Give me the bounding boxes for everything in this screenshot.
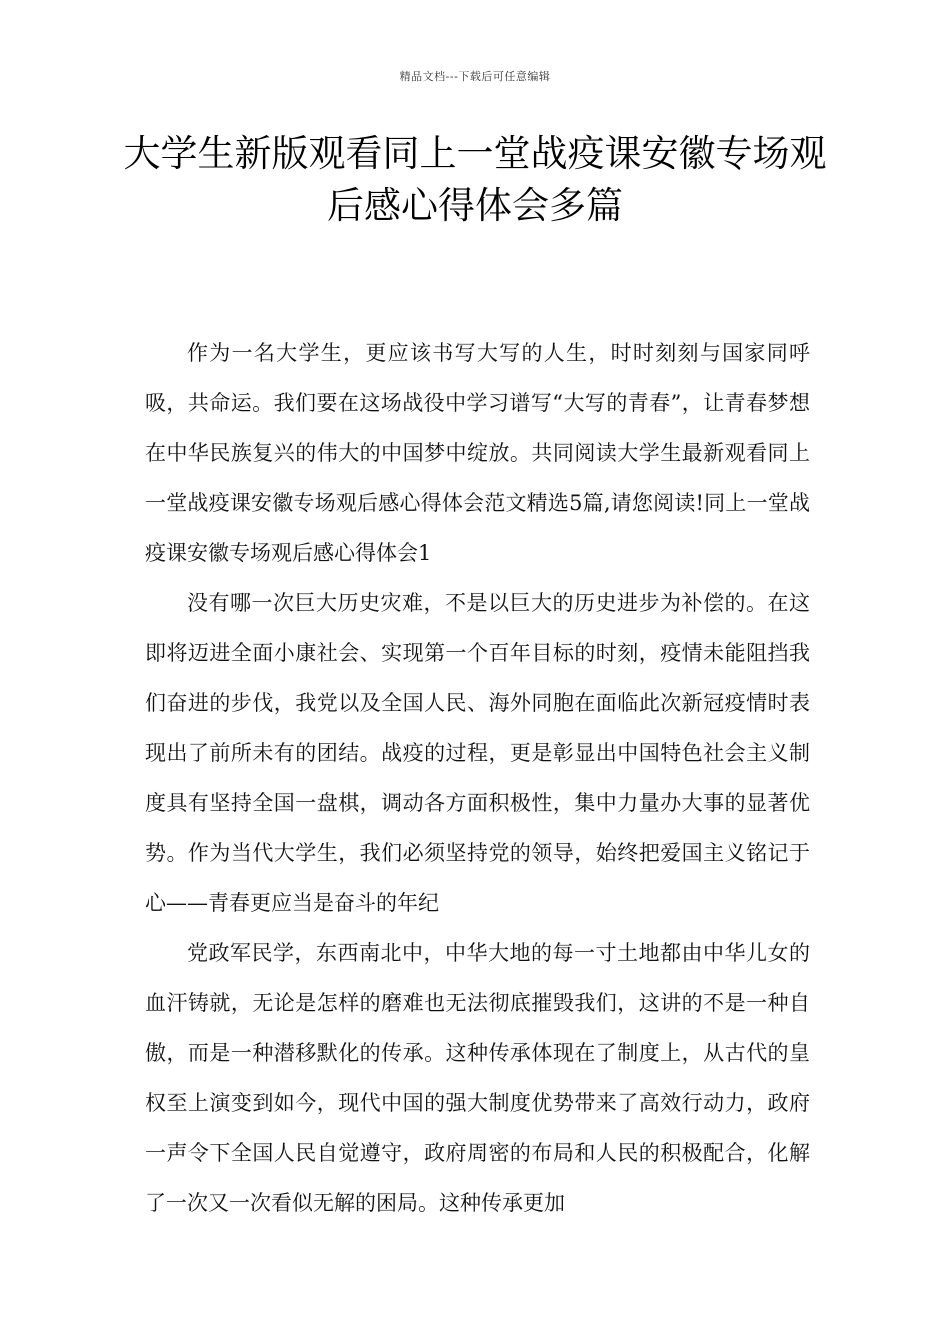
body-paragraph-3: 党政军民学，东西南北中，中华大地的每一寸土地都由中华儿女的血汗铸就，无论是怎样的磨难也无法彻底摧毁我们，这讲的不是一种自傲，而是一种潜移默化的传承。这种传承体现在了制度上，从古代的皇权至上演变到如今，现代中国的强大制度优势带来了高效行动力，政府一声令下全国人民自觉遵守，政府周密的布局和人民的积极配合，化解了一次又一次看似无解的困局。这种传承更加 xyxy=(145,941,810,1215)
body-paragraph-2: 没有哪一次巨大历史灾难，不是以巨大的历史进步为补偿的。在这即将迈进全面小康社会、实现第一个百年目标的时刻，疫情未能阻挡我们奋进的步伐，我党以及全国人民、海外同胞在面临此次新冠疫情时表现出了前所未有的团结。战疫的过程，更是彰显出中国特色社会主义制度具有坚持全国一盘棋，调动各方面积极性，集中力量办大事的显著优势。作为当代大学生，我们必须坚持党的领导，始终把爱国主义铭记于心——青春更应当是奋斗的年纪 xyxy=(145,591,810,915)
document-title: 大学生新版观看同上一堂战疫课安徽专场观后感心得体会多篇 xyxy=(123,132,827,227)
document-header-note: 精品文档---下载后可任意编辑 xyxy=(399,70,551,83)
body-paragraph-1: 作为一名大学生，更应该书写大写的人生，时时刻刻与国家同呼吸，共命运。我们要在这场战役中学习谱写“大写的青春”，让青春梦想在中华民族复兴的伟大的中国梦中绽放。共同阅读大学生最新观看同上一堂战疫课安徽专场观后感心得体会范文精选5篇,请您阅读!同上一堂战疫课安徽专场观后感心得体会1 xyxy=(145,341,810,565)
document-body xyxy=(145,328,810,1228)
